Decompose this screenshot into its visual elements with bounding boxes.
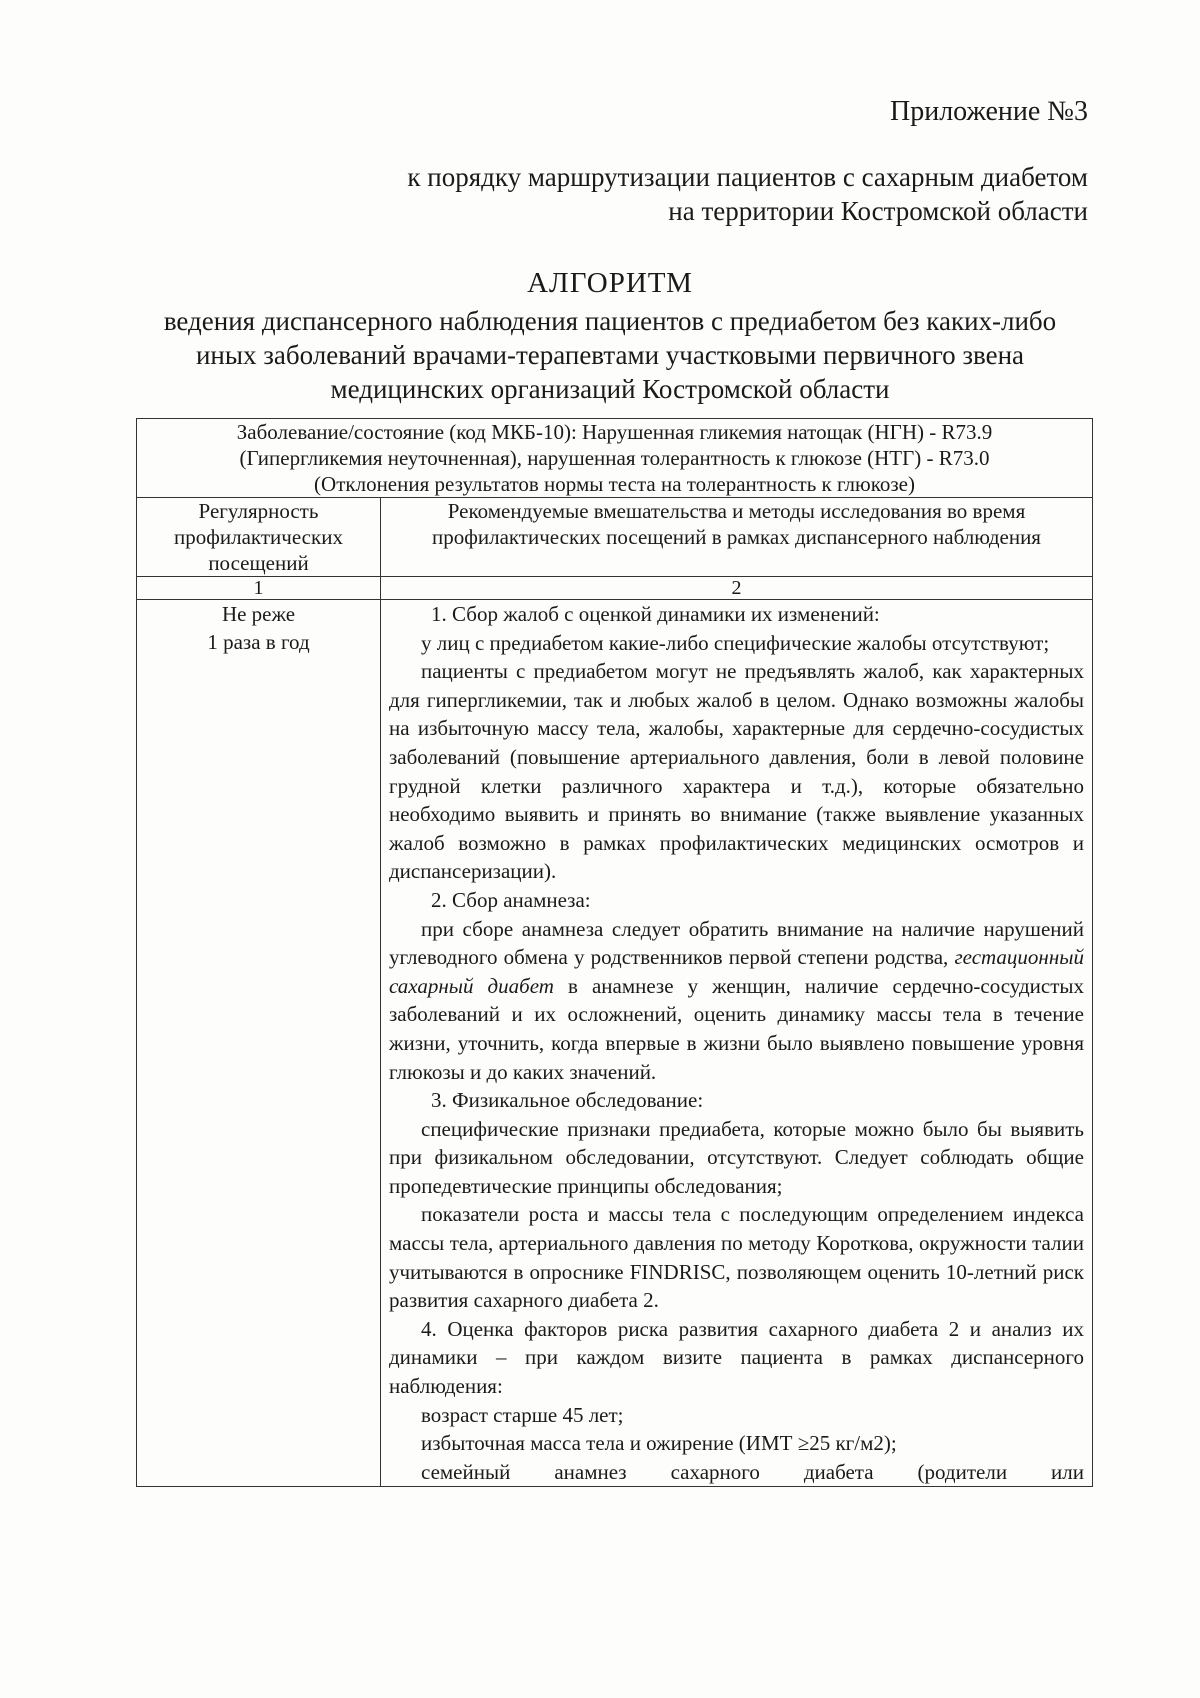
disease-cell (137, 419, 1093, 498)
item-3-paragraph-2: показатели роста и массы тела с последующим определением индекса массы тела, артериального давления по методу Короткова, окружности талии учитываются в опроснике FINDRISC, позволяющем оценить 10-летний риск развития сахарного диабета 2. (389, 1202, 1084, 1313)
appendix-label: Приложение №3 (890, 96, 1088, 127)
column-number-1: 1 (137, 577, 381, 600)
item-4-paragraph-2: избыточная масса тела и ожирение (ИМТ ≥25 кг/м2); (421, 1431, 897, 1456)
item-2-paragraph-1 (389, 915, 1084, 1087)
appendix-reference-line-1: к порядку маршрутизации пациентов с сахарным диабетом (407, 162, 1088, 192)
item-1-paragraph-1: у лиц с предиабетом какие-либо специфические жалобы отсутствуют; (421, 630, 1050, 655)
item-4-paragraph-1: возраст старше 45 лет; (421, 1402, 624, 1427)
appendix-reference (328, 160, 1088, 228)
document-subtitle-line-3: медицинских организаций Костромской области (330, 374, 890, 404)
item-2-text-b: в анамнезе у женщин, наличие сердечно-сосудистых заболеваний и их осложнений, оценить динамику массы тела в течение жизни, уточнить, когда впервые в жизни было выявлено повышение уровня глюкозы и до каких значений. (389, 973, 1085, 1084)
column-number-row (137, 577, 1093, 600)
item-4-paragraph-3: семейный анамнез сахарного диабета (родители или (421, 1459, 1084, 1484)
item-2-italic-term: гестационный сахарный диабет (389, 945, 1084, 998)
item-4-heading: 4. Оценка факторов риска развития сахарного диабета 2 и анализ их динамики – при каждом визите пациента в рамках диспансерного наблюдения: (389, 1316, 1084, 1399)
column-number-2: 2 (381, 577, 1093, 600)
item-2-text-a: при сборе анамнеза следует обратить внимание на наличие нарушений углеводного обмена у родственников первой степени родства, (389, 916, 1084, 970)
document-title: АЛГОРИТМ (527, 267, 693, 299)
frequency-line-2: 1 раза в год (207, 630, 310, 654)
interventions-cell (381, 600, 1093, 1487)
header-row (137, 498, 1093, 577)
document-subtitle (130, 304, 1090, 406)
column-header-frequency: Регулярность профилактических посещений (137, 498, 381, 577)
column-header-interventions: Рекомендуемые вмешательства и методы исследования во время профилактических посещений в рамках диспансерного наблюдения (381, 498, 1093, 577)
item-3-paragraph-1: специфические признаки предиабета, которые можно было бы выявить при физикальном обследовании, отсутствуют. Следует соблюдать общие пропедевтические принципы обследования; (389, 1116, 1084, 1198)
algorithm-table (136, 418, 1093, 1487)
disease-line-3: (Отклонения результатов нормы теста на толерантность к глюкозе) (314, 472, 915, 496)
table-row (137, 600, 1093, 1487)
item-3-heading: 3. Физикальное обследование: (431, 1088, 704, 1113)
appendix-reference-line-2: на территории Костромской области (668, 196, 1088, 226)
frequency-line-1: Не реже (221, 602, 296, 626)
disease-row (137, 419, 1093, 498)
document-subtitle-line-1: ведения диспансерного наблюдения пациентов с предиабетом без каких-либо (163, 306, 1057, 336)
item-1-heading: 1. Сбор жалоб с оценкой динамики их изменений: (431, 602, 880, 626)
document-subtitle-line-2: иных заболеваний врачами-терапевтами участковыми первичного звена (195, 340, 1025, 370)
item-2-heading: 2. Сбор анамнеза: (431, 887, 591, 912)
disease-line-2: (Гипергликемия неуточненная), нарушенная толерантность к глюкозе (НТГ) - R73.0 (239, 446, 990, 470)
disease-line-1: Заболевание/состояние (код МКБ-10): Нарушенная гликемия натощак (НГН) - R73.9 (236, 420, 993, 444)
item-1-paragraph-2: пациенты с предиабетом могут не предъявлять жалоб, как характерных для гипергликемии, так и любых жалоб в целом. Однако возможны жалобы на избыточную массу тела, жалобы, характерные для сердечно-сосудистых заболеваний (повышение артериального давления, боли в левой половине грудной клетки различного характера и т.д.), которые обязательно необходимо выявить и принять во внимание (также выявление указанных жалоб возможно в рамках профилактических медицинских осмотров и диспансеризации). (389, 659, 1084, 884)
title-block (130, 266, 1090, 406)
frequency-cell (137, 600, 381, 1487)
